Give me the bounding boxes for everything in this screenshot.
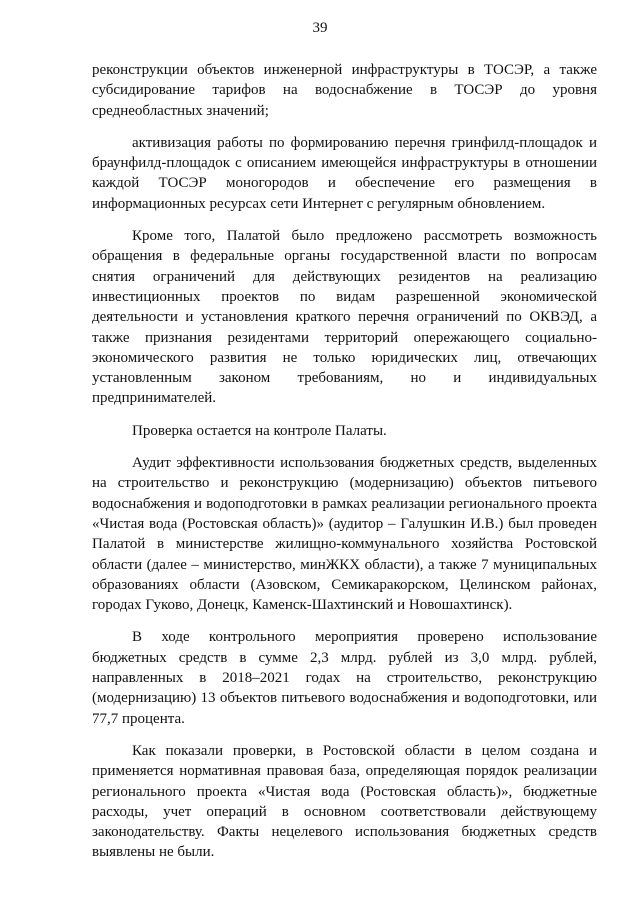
- paragraph-audit-description: Аудит эффективности использования бюджетных средств, выделенных на строительство и реконструкцию (модернизацию) объектов питьевого водоснабжения и водоподготовки в рамках реализации регионального проекта «Чистая вода (Ростовская область)» (аудитор – Галушкин И.В.) был проведен Палатой в министерстве жилищно-коммунального хозяйства Ростовской области (далее – министерство, минЖКХ области), а также 7 муниципальных образованиях области (Азовском, Семикаракорском, Целинском районах, городах Гуково, Донецк, Каменск-Шахтинский и Новошахтинск).: [92, 455, 597, 614]
- paragraph-proposal: Кроме того, Палатой было предложено рассмотреть возможность обращения в федеральные органы государственной власти по вопросам снятия ограничений для действующих резидентов на реализацию инвестиционных проектов по видам разрешенной экономической деятельности и установления краткого перечня ограничений по ОКВЭД, а также признания резидентами территорий опережающего социально-экономического развития не только юридических лиц, отвечающих установленным законом требованиям, но и индивидуальных предпринимателей.: [92, 228, 597, 407]
- paragraph-audit-findings: Как показали проверки, в Ростовской области в целом создана и применяется нормативная правовая база, определяющая порядок реализации регионального проекта «Чистая вода (Ростовская область)», бюджетные расходы, учет операций в основном соответствовали действующему законодательству. Факты нецелевого использования бюджетных средств выявлены не были.: [92, 742, 597, 861]
- paragraph-greenfield-list: активизация работы по формированию перечня гринфилд-площадок и браунфилд-площадок с описанием имеющейся инфраструктуры в отношении каждой ТОСЭР моногородов и обеспечение его размещения в информационных ресурсах сети Интернет с регулярным обновлением.: [92, 134, 597, 212]
- document-body: [92, 60, 597, 875]
- paragraph-audit-scope: В ходе контрольного мероприятия проверено использование бюджетных средств в сумме 2,3 млрд. рублей из 3,0 млрд. рублей, направленных в 2018–2021 годах на строительство, реконструкцию (модернизацию) 13 объектов питьевого водоснабжения и водоподготовки, или 77,7 процента.: [92, 629, 597, 727]
- page-number: 39: [312, 20, 328, 36]
- paragraph-control-status: Проверка остается на контроле Палаты.: [132, 422, 387, 439]
- paragraph-continuation: реконструкции объектов инженерной инфраструктуры в ТОСЭР, а также субсидирование тарифов на водоснабжение в ТОСЭР до уровня среднеобластных значений;: [92, 62, 597, 119]
